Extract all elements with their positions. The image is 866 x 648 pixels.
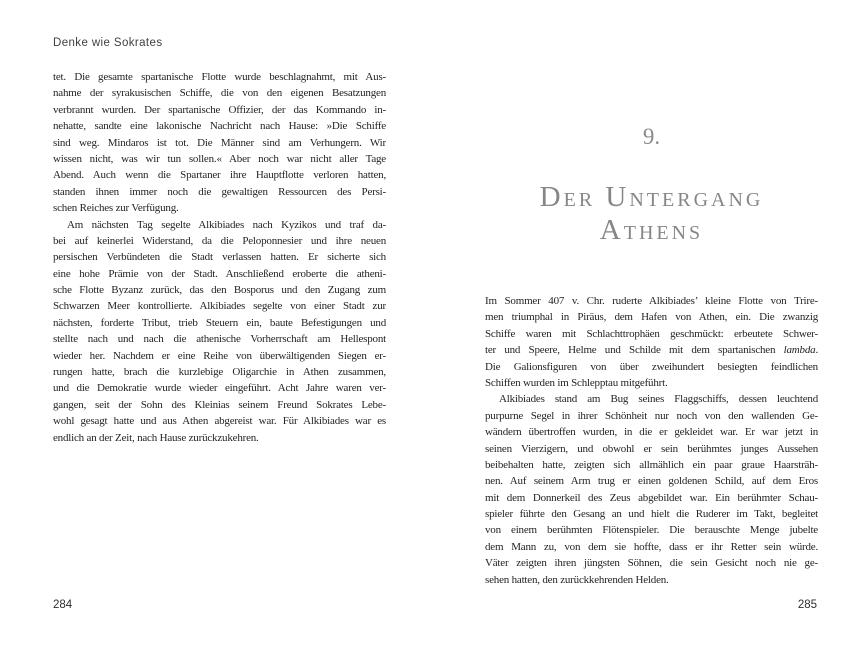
chapter-title-line-1: Der Untergang bbox=[539, 181, 764, 213]
paragraph bbox=[53, 69, 386, 217]
text-line: dem Mann zu, von dem sie hoffte, dass er ihr Retter sein würde. bbox=[485, 540, 818, 553]
text-line: men triumphal in Piräus, dem Hafen von Athen, ein. Die zwanzig bbox=[485, 311, 818, 324]
text-line: endlich an der Zeit, nach Hause zurückzukehren. bbox=[53, 431, 259, 444]
text-line: sehen hatten, den zurückkehrenden Helden. bbox=[485, 573, 669, 586]
text-line: Schiffen wurden im Schlepptau mitgeführt. bbox=[485, 376, 668, 389]
text-line: Schiffe waren mit Schlachttrophäen geschmückt: erbeutete Schwer- bbox=[485, 327, 818, 340]
text-line: schen Reiches zur Verfügung. bbox=[53, 202, 179, 215]
right-page-body bbox=[485, 293, 818, 588]
text-line: gangen, seit der Sohn des Kleinias seinem Freund Sokrates Lebe- bbox=[53, 398, 386, 411]
text-line: nahme der syrakusischen Schiffe, die von den eigenen Besatzungen bbox=[53, 87, 386, 100]
text-line: wieder her. Nachdem er eine Reihe von überwältigenden Siegen er- bbox=[53, 349, 386, 362]
text-line: wissen nicht, was wir tun sollen.« Aber noch war nicht aller Tage bbox=[53, 152, 386, 165]
text-line: nehatte, sandte eine lakonische Nachricht nach Hause: »Die Schiffe bbox=[53, 120, 386, 133]
text-line: seinen Vierzigern, und obwohl er sein berühmtes junges Aussehen bbox=[485, 442, 818, 455]
running-header: Denke wie Sokrates bbox=[53, 37, 163, 49]
text-line: eine hohe Prämie von der Stadt. Anschließend eroberte die atheni- bbox=[53, 267, 386, 280]
left-page-body bbox=[53, 69, 386, 446]
chapter-title-line-2: Athens bbox=[599, 214, 704, 246]
text-line: ter und Speere, Helme und Schilde mit dem spartanischen lambda. bbox=[485, 344, 818, 357]
page-number-right: 285 bbox=[797, 599, 817, 611]
text-line: stellte nach und nach die athenische Vorherrschaft am Hellespont bbox=[53, 333, 386, 346]
text-line: mit dem Donnerkeil des Zeus abgebildet war. Ein berühmter Schau- bbox=[485, 491, 818, 504]
text-line: Alkibiades stand am Bug seines Flaggschiffs, dessen leuchtend bbox=[499, 393, 818, 406]
text-line: Schwarzen Meer kontrollierte. Alkibiades segelte von einer Stadt zur bbox=[53, 300, 386, 313]
text-line: bei auf keinerlei Widerstand, da die Peloponnesier und ihre neuen bbox=[53, 234, 386, 247]
text-line: wohl gesagt hatte und aus Athen abgereist war. Für Alkibiades war es bbox=[53, 415, 386, 428]
text-line: Die Galionsfiguren von über zweihundert besiegten feindlichen bbox=[485, 360, 818, 373]
page-number-left: 284 bbox=[53, 599, 73, 611]
chapter-title bbox=[470, 181, 833, 247]
text-line: Am nächsten Tag segelte Alkibiades nach Kyzikos und traf da- bbox=[67, 218, 386, 231]
paragraph bbox=[485, 391, 818, 588]
text-line: sche Flotte Byzanz zurück, das den Bosporus und den Zugang zum bbox=[53, 284, 386, 297]
text-line: nen. Auf seinem Arm trug er einen goldenen Schild, auf dem Eros bbox=[485, 475, 818, 488]
text-line: sind weg. Mindaros ist tot. Die Männer sind am Verhungern. Wir bbox=[53, 136, 386, 149]
text-line: Abend. Auch wenn die Spartaner ihre Hauptflotte verloren hatten, bbox=[53, 169, 386, 182]
text-line: Väter zeigten ihren jüngsten Söhnen, die sein Gesicht noch nie ge- bbox=[485, 557, 818, 570]
text-line: persischen Verbündeten die Stadt verlassen hatten. Er sicherte sich bbox=[53, 251, 386, 264]
text-line: spieler führte den Gesang an und hielt die Ruderer im Takt, begleitet bbox=[485, 508, 818, 521]
text-line: und die Demokratie wurde wieder eingeführt. Acht Jahre waren ver- bbox=[53, 382, 386, 395]
text-line: standen ihnen immer noch die gewaltigen Ressourcen des Persi- bbox=[53, 185, 386, 198]
text-line: von einem berühmten Flötenspieler. Die berauschte Menge jubelte bbox=[485, 524, 818, 537]
text-line: Im Sommer 407 v. Chr. ruderte Alkibiades’ kleine Flotte von Trire- bbox=[485, 295, 818, 307]
paragraph bbox=[53, 217, 386, 446]
text-line: purpurne Segel in ihrer Schönheit nur noch von den wallenden Ge- bbox=[485, 409, 818, 422]
chapter-number: 9. bbox=[642, 124, 661, 149]
text-line: nächsten, forderte Tribut, trieb Steuern ein, baute Befestigungen und bbox=[53, 316, 386, 329]
text-line: verbrannt wurden. Der spartanische Offizier, der das Kommando in- bbox=[53, 103, 386, 116]
text-line: beibehalten hatte, zeigten sich allmählich ein paar graue Haarsträh- bbox=[485, 458, 818, 471]
text-line: wändern übertroffen wurden, in die er gekleidet war. Er war jetzt in bbox=[485, 426, 818, 439]
paragraph bbox=[485, 293, 818, 391]
text-line: rungen hatte, brach die kurzlebige Oligarchie in Athen zusammen, bbox=[53, 366, 386, 379]
text-line: tet. Die gesamte spartanische Flotte wurde beschlagnahmt, mit Aus- bbox=[53, 71, 386, 83]
